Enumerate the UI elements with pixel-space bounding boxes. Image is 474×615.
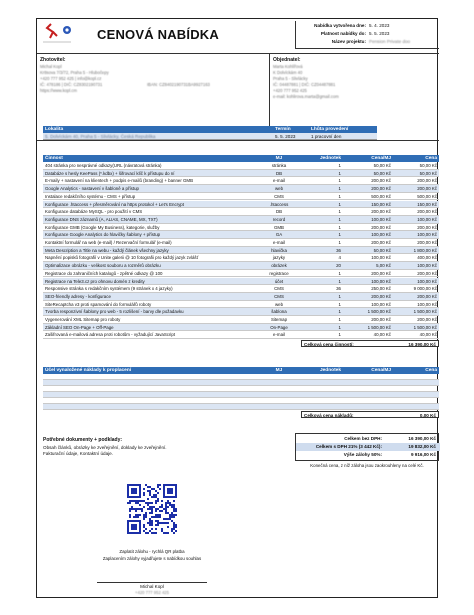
table-row [43,270,439,278]
item-name: Optimalizace obrázku - velikost souboru a rozměrů obrázku [45,263,161,269]
item-price: 200,00 Kč [417,224,437,230]
items-total [301,340,439,347]
table-row [43,231,439,239]
table-row [43,162,439,170]
item-quantity: 36 [336,247,341,253]
client-line: K Dolvíckám 40 [273,70,303,75]
item-price: 200,00 Kč [417,317,437,322]
item-quantity: 1 [338,278,341,284]
item-quantity: 1 [338,232,341,238]
summary-row [296,443,440,451]
supplier-line: IČ: 478186 | DIČ: CZ8302190731 [40,82,103,87]
item-quantity: 20 [336,263,341,269]
item-name: Vygenerování XML Sitemap pro roboty [45,317,121,322]
item-unit-type: web [274,301,284,307]
summary-row [296,435,440,443]
item-name: Konfigurace GMB (Google My Business), kategorie, služby [45,224,160,230]
supplier-line: +420 777 952 425 | info@kopl.cz [40,76,102,81]
item-unit-price: 40,00 Kč [373,332,391,338]
item-price: 200,00 Kč [417,186,437,192]
item-quantity: 1 [338,324,341,330]
item-price: 200,00 Kč [417,209,437,215]
client-heading: Objednatel: [273,57,301,63]
price-summary [295,433,439,461]
documents-line: Obsah článků, obrázky ke zveřejnění, doklady ke zveřejnění. [43,445,167,450]
col-header: Termín [275,127,291,132]
table-row [43,193,439,201]
item-unit-type: CMS [274,286,284,292]
item-quantity: 1 [338,317,341,322]
item-name: Tvorba responzivní šablony pro web - 5 rozlišení - barvy dle požadavku [45,309,184,315]
location-date: 5. 5. 2023 [275,134,296,139]
item-name: Konfigurace databáze MySQL - pro použití v CMS [45,209,143,215]
item-unit-type: CMS [274,293,284,299]
item-unit-price: 100,00 Kč [371,301,391,307]
offer-meta [295,21,439,49]
item-price: 100,00 Kč [417,278,437,284]
item-unit-type: GA [275,232,283,238]
col-header: MJ [275,156,283,161]
meta-value: 5. 4. 2023 [369,23,390,28]
summary-label: Celkem bez DPH: [344,436,382,441]
item-unit-type: e-mail [273,178,285,184]
item-name: Napnění popisků fotografií v Unite galerii @ 10 fotografii pro každý jazyk zvlášť [45,255,199,261]
total-value: 16 390,00 Kč [408,342,436,348]
item-price: 40,00 Kč [419,332,437,338]
table-row [43,293,439,301]
item-unit-type: e-mail [273,240,285,245]
item-price: 100,00 Kč [417,232,437,238]
client-line: +420 777 952 425 [273,88,307,93]
item-quantity: 36 [336,286,341,292]
location-header [43,126,377,133]
item-unit-type: šablona [271,309,287,315]
table-row [43,316,439,324]
col-header: Jednotek [319,156,341,161]
summary-value: 19 832,00 Kč [408,444,436,449]
table-row [43,331,439,339]
item-unit-type: e-mail [273,332,285,338]
item-unit-price: 50,00 Kč [373,170,391,176]
item-quantity: 1 [338,224,341,230]
item-name: Konfigurace Google Analytics do hlavičky šablony + přístup [45,232,161,238]
meta-value: Pension Private doo [369,39,411,44]
item-quantity: 1 [338,186,341,192]
item-quantity: 1 [338,163,341,168]
item-quantity: 1 [338,240,341,245]
col-header: Cena [425,156,437,161]
item-price: 200,00 Kč [417,240,437,245]
table-row [43,247,439,255]
item-unit-type: jazyky [272,255,286,261]
meta-valid-until [296,31,440,39]
item-unit-type: účet [274,278,284,284]
item-quantity: 1 [338,301,341,307]
total-label: Celková cena činností: [304,342,354,348]
item-price: 50,00 Kč [419,163,437,168]
item-price: 100,00 Kč [417,216,437,222]
item-unit-price: 200,00 Kč [371,293,391,299]
item-unit-price: 50,00 Kč [373,247,391,253]
col-header: Lhůta provedení [311,127,349,132]
col-header: Cena/MJ [371,156,391,161]
item-unit-price: 1 500,00 Kč [367,324,391,330]
offer-document [36,18,438,598]
item-unit-price: 200,00 Kč [371,317,391,322]
item-price: 500,00 Kč [417,193,437,199]
documents-heading: Potřebné dokumenty + podklady: [43,437,123,443]
item-unit-type: DB [275,170,283,176]
client-line: Marta Kohlířová [273,64,303,69]
item-name: SiteRecaptcha v3 proti spamování do formulářů roboty [45,301,152,307]
item-unit-price: 200,00 Kč [371,186,391,192]
table-row [43,324,439,332]
item-unit-price: 150,00 Kč [371,201,391,207]
item-name: Registrace do zahraničních katalogů - zpětné odkazy @ 100 [45,270,163,276]
client-line: e-mail: kohlirova.marta@gmail.com [273,94,339,99]
documents-section [43,437,263,457]
item-unit-type: web [274,186,284,192]
item-name: Konfigurace .htaccess + přesměrování na https protokol + Let's Encrypt [45,201,184,207]
item-price: 100,00 Kč [417,263,437,269]
item-unit-type: CMS [274,193,284,199]
table-row [43,239,439,247]
item-name: Registrace na Tele3.cz pro ohnovu domén z kredity [45,278,145,284]
table-row [43,201,439,209]
item-quantity: 1 [338,216,341,222]
item-unit-price: 200,00 Kč [371,270,391,276]
table-row [43,285,439,293]
item-unit-price: 500,00 Kč [371,193,391,199]
item-quantity: 1 [338,193,341,199]
item-unit-type: GMB [273,224,284,230]
item-price: 200,00 Kč [417,293,437,299]
supplier-heading: Zhotovitel: [40,57,66,63]
signature-name: Michal Kopl [140,584,164,589]
item-name: Instalace redakčního systému - CMS + přístup [45,193,136,199]
item-price: 1 500,00 Kč [413,324,437,330]
item-unit-type: record [272,216,286,222]
supplier-line: Michal Kopl [40,64,62,69]
table-row [43,224,439,232]
location-row [43,133,377,140]
item-price: 200,00 Kč [417,178,437,184]
meta-label: Platnost nabídky do: [320,31,366,36]
item-unit-price: 1 500,00 Kč [367,309,391,315]
item-name: Zašifrovaná e-mailová adresa proti robotům - vyžadující JavaScript [45,332,176,338]
qr-code-icon[interactable] [127,484,177,534]
location-deadline: 1 pracovní den [311,134,342,139]
item-unit-type: hlavička [271,247,287,253]
meta-created [296,23,440,31]
items-header [43,155,439,162]
item-price: 400,00 Kč [417,255,437,261]
col-header: MJ [275,368,283,373]
summary-label: Celkem s DPH 21% (3 442 Kč): [315,444,382,449]
item-price: 1 800,00 Kč [413,247,437,253]
item-price: 200,00 Kč [417,270,437,276]
item-unit-type: registrace [269,270,289,276]
col-header: Cena/MJ [371,368,391,373]
col-header: Lokalita [45,127,64,132]
payment-consent-text: Zaplacením zálohy vyjadřujete s nabídkou souhlas [102,556,202,561]
item-unit-type: DB [275,209,283,215]
item-unit-price: 100,00 Kč [371,278,391,284]
item-name: Kontaktní formulář na web (e-mail) / Rezervační formulář (e-mail) [45,240,172,245]
item-unit-price: 250,00 Kč [371,286,391,292]
item-name: Meta Description a Title na webu - každý článek všechny jazyky [45,247,169,253]
col-header: Činnost [45,156,63,161]
rounding-note: Konečná cena, z níž záloha jsou zaokrouhleny na celé Kč. [310,463,424,468]
table-row [43,216,439,224]
item-price: 1 500,00 Kč [413,309,437,315]
document-header [37,19,439,49]
table-row [43,308,439,316]
item-unit-price: 100,00 Kč [371,255,391,261]
table-row [43,254,439,262]
supplier-line: https://www.kopl.cm [40,88,78,93]
logo-icon [41,22,75,44]
item-unit-price: 5,00 Kč [376,263,391,269]
col-header: Účel vynaložené náklady k proplacení [45,368,132,373]
item-name: SEO-friendly adresy - konfigurace [45,293,111,299]
col-header: Jednotek [319,368,341,373]
item-unit-type: obrázek [271,263,287,269]
location-place: 5. Dolvíckám 40, Praha 5 - Slivlácky, Česká Republika [45,134,156,139]
item-price: 150,00 Kč [417,201,437,207]
item-unit-price: 100,00 Kč [371,232,391,238]
meta-project [296,39,440,47]
expenses-total [301,411,439,418]
item-unit-type: stránka [271,163,287,168]
item-quantity: 1 [338,293,341,299]
item-unit-type: .htaccess [269,201,289,207]
item-price: 50,00 Kč [419,170,437,176]
item-unit-type: Sitemap [270,317,288,322]
signature-phone: +420 777 952 425 [135,590,169,595]
total-label: Celková cena nákladů: [304,413,354,418]
documents-line: Fakturační údaje, Kontaktní údaje. [43,451,113,456]
item-name: E-maily + nastavení na klientech + podpis e-mailů (branding) + banner GMB [45,178,194,184]
table-row [43,185,439,193]
summary-label: Výše zálohy 50%: [343,452,382,457]
item-price: 9 000,00 Kč [413,286,437,292]
total-value: 0,00 Kč [419,413,436,418]
item-unit-price: 200,00 Kč [371,224,391,230]
item-quantity: 1 [338,209,341,215]
supplier-line: Kr8sova 7/3/72, Praha 5 - Hlubočepy [40,70,109,75]
table-row [43,208,439,216]
table-row [43,170,439,178]
meta-value: 5. 5. 2023 [369,31,390,36]
expenses-header [43,367,439,374]
item-name: Responsive stránka s redakčním systémem (9 stránek x 4 jazyky) [45,286,173,292]
item-name: Databáze s hesly KeePass (*.kdbx) + šifrovací klíč k přístupu do ní [45,170,175,176]
item-unit-price: 50,00 Kč [373,163,391,168]
item-unit-price: 100,00 Kč [371,216,391,222]
item-name: Konfigurace DNS záznamů (A, ALIAS, CNAME, MX, TXT) [45,216,158,222]
item-quantity: 1 [338,170,341,176]
summary-row [296,451,440,459]
item-name: 404 stránka pro nesprávné odkazy(URL (návratová stránka) [45,163,162,168]
summary-value: 16 390,00 Kč [408,436,436,441]
table-row [43,177,439,185]
item-name: Google Analytics - nastavení v šabloně a přístup [45,186,139,192]
document-title: CENOVÁ NABÍDKA [97,27,219,42]
item-quantity: 1 [338,270,341,276]
item-quantity: 1 [338,309,341,315]
col-header: Cena [425,368,437,373]
item-unit-price: 200,00 Kč [371,209,391,215]
summary-value: 9 916,00 Kč [410,452,436,457]
item-unit-price: 200,00 Kč [371,240,391,245]
item-quantity: 4 [338,255,341,261]
supplier-iban: IBAN: CZ8402190731BA9927163 [147,82,210,87]
table-row [43,262,439,270]
payment-text: Zaplatit zálohu - rychlá QR platba [119,549,185,554]
client-line: Praha 5 - Slivlácky [273,76,308,81]
client-line: IČ: 04487881 | DIČ: CZ04487881 [273,82,336,87]
item-price: 100,00 Kč [417,301,437,307]
meta-label: Název projektu: [331,39,366,44]
item-quantity: 1 [338,178,341,184]
meta-label: Nabídka vytvořena dne: [314,23,366,28]
item-unit-type: On-Page [270,324,288,330]
table-row [43,301,439,309]
expense-row [43,404,439,410]
table-row [43,278,439,286]
item-quantity: 1 [338,332,341,338]
item-name: Základní SEO On-Page + Off-Page [45,324,114,330]
item-quantity: 1 [338,201,341,207]
item-unit-price: 200,00 Kč [371,178,391,184]
signature-line [97,582,207,583]
